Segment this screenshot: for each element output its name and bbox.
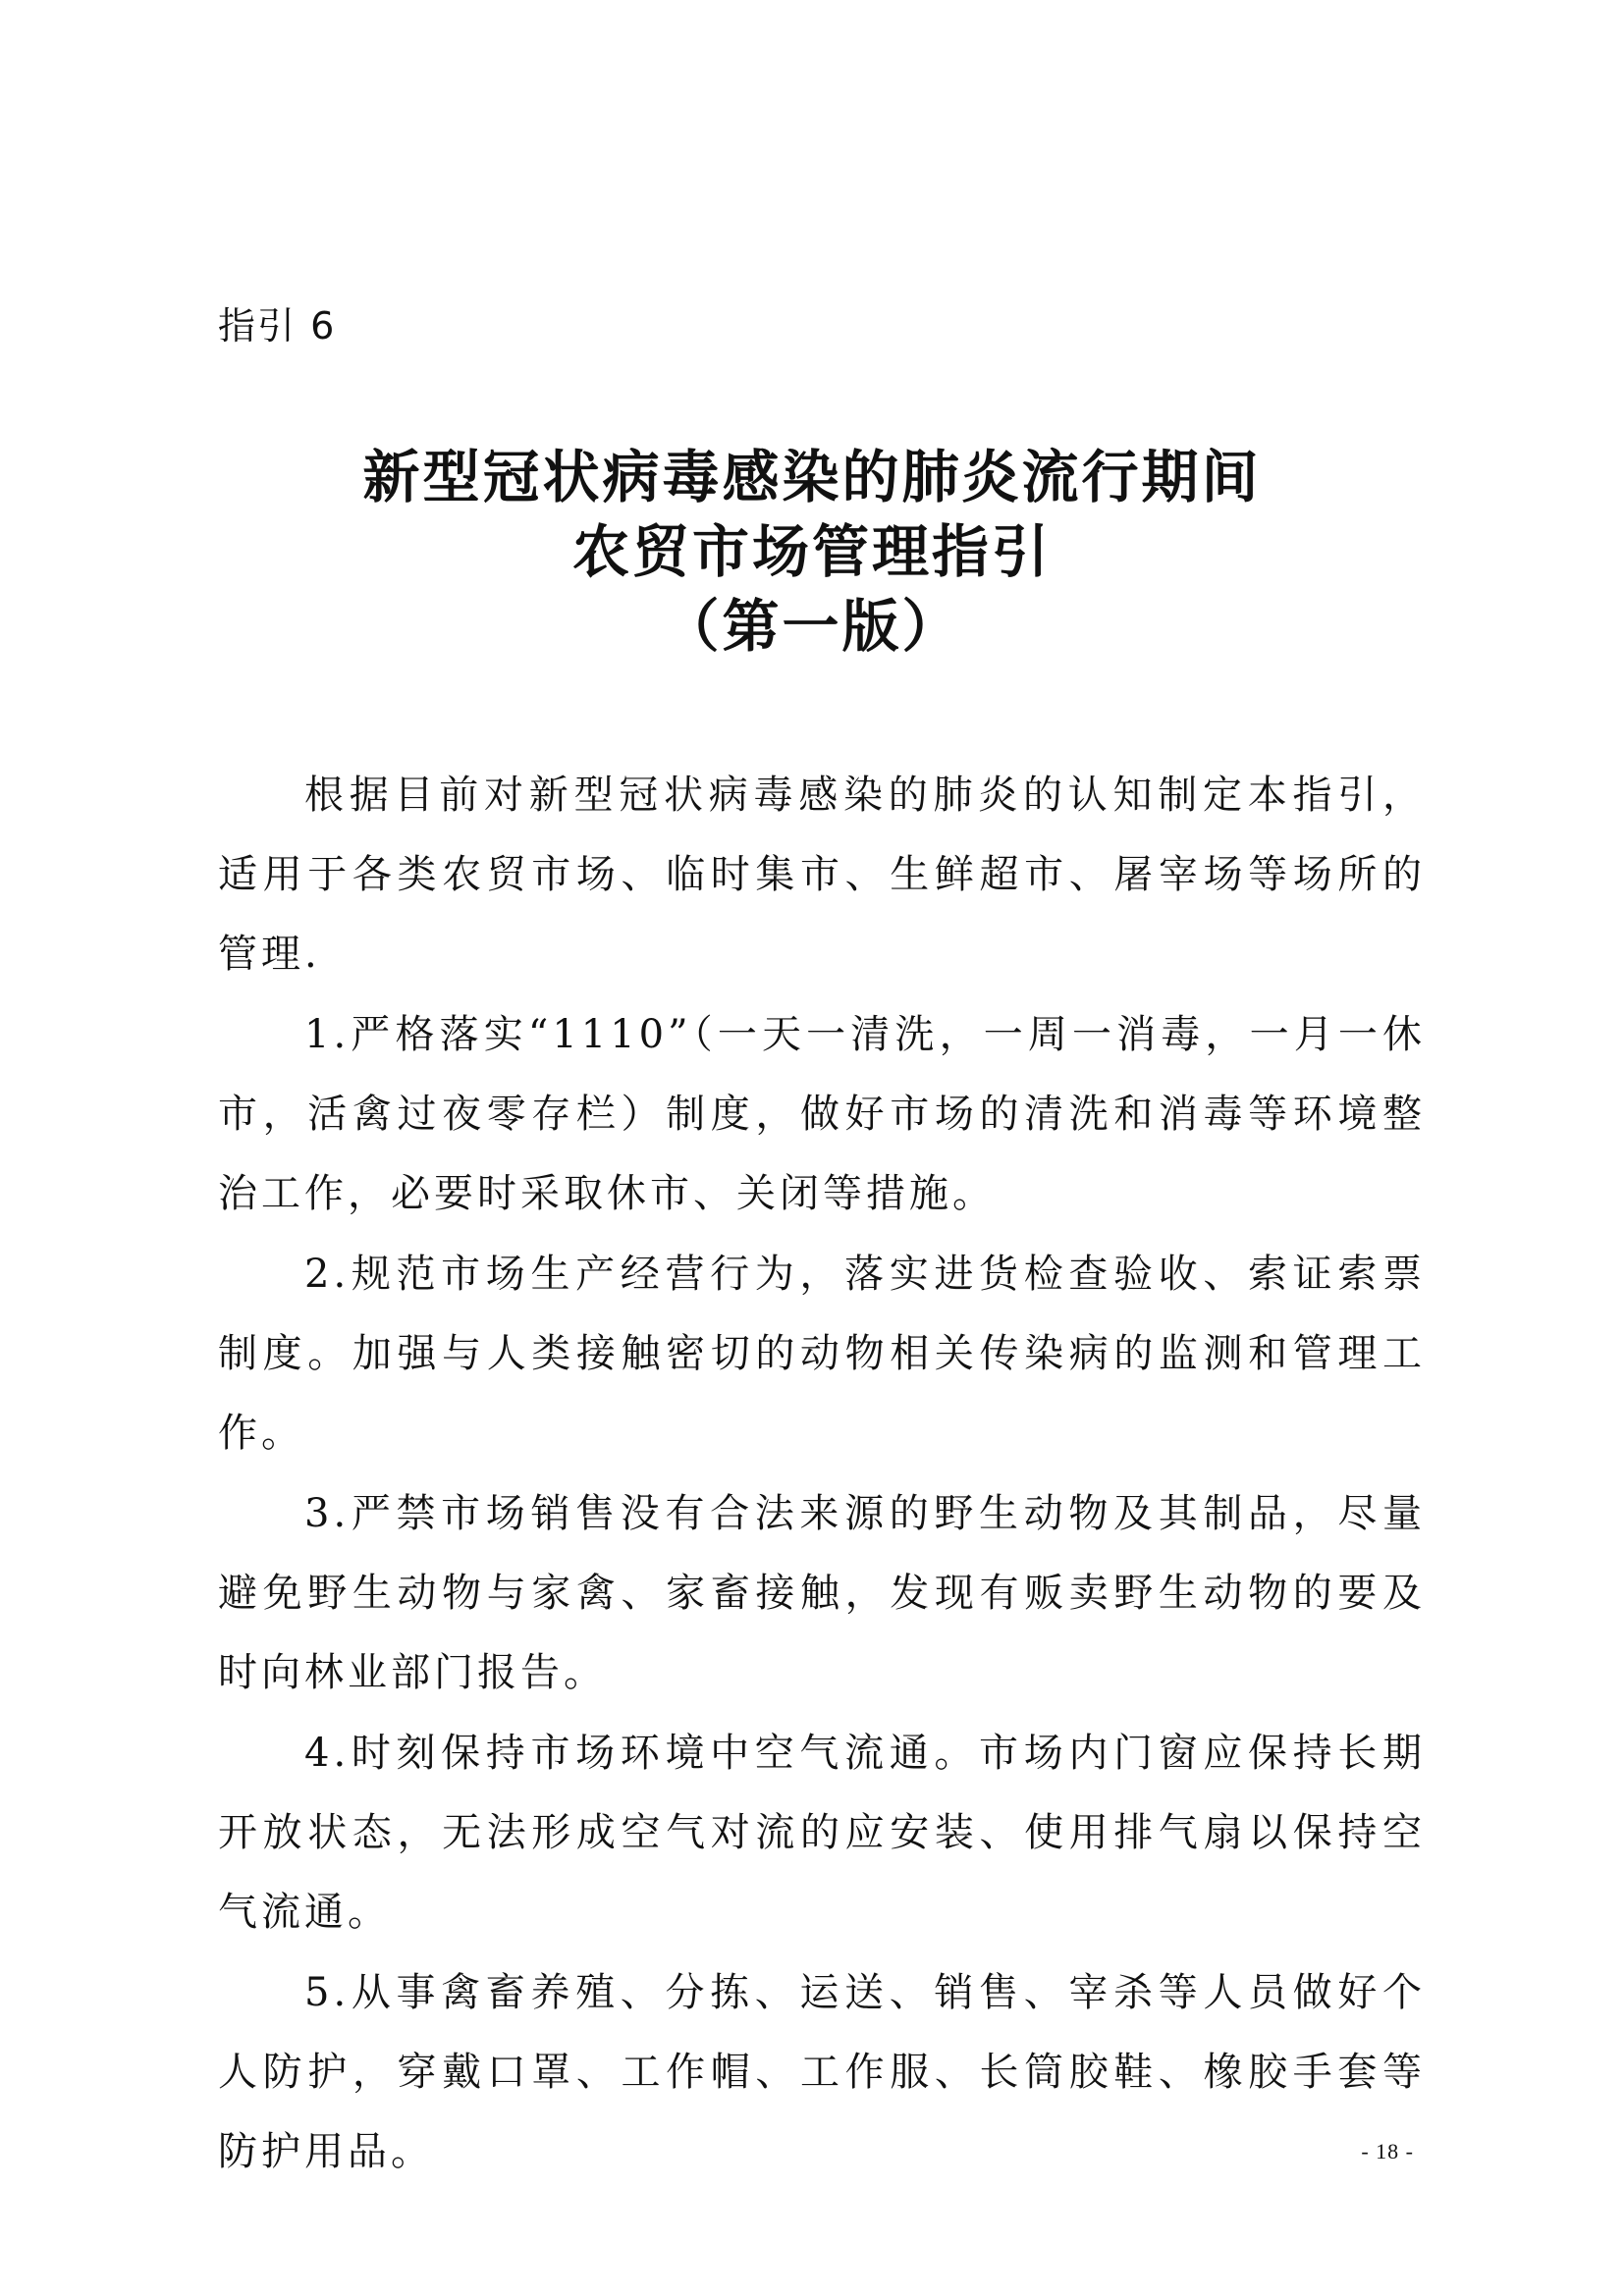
page-number: - 18 - xyxy=(1361,2139,1414,2163)
title-line-1: 新型冠状病毒感染的肺炎流行期间 xyxy=(362,444,1262,510)
paragraph-item-3: 3.严禁市场销售没有合法来源的野生动物及其制品，尽量避免野生动物与家禽、家畜接触，发现有贩卖野生动物的要及时向林业部门报告。 xyxy=(218,1491,1426,1695)
paragraph-item-1: 1.严格落实“1110”（一天一清洗，一周一消毒，一月一休市，活禽过夜零存栏）制度，做好市场的清洗和消毒等环境整治工作，必要时采取休市、关闭等措施。 xyxy=(218,1012,1426,1216)
paragraph-item-2: 2.规范市场生产经营行为，落实进货检查验收、索证索票制度。加强与人类接触密切的动物相关传染病的监测和管理工作。 xyxy=(218,1252,1426,1456)
paragraph-intro: 根据目前对新型冠状病毒感染的肺炎的认知制定本指引，适用于各类农贸市场、临时集市、生鲜超市、屠宰场等场所的管理. xyxy=(218,773,1426,977)
document-title xyxy=(0,440,1624,664)
paragraph-item-5: 5.从事禽畜养殖、分拣、运送、销售、宰杀等人员做好个人防护，穿戴口罩、工作帽、工作服、长筒胶鞋、橡胶手套等防护用品。 xyxy=(218,1970,1426,2174)
title-line-3: （第一版） xyxy=(662,593,962,660)
document-body xyxy=(218,756,1426,2192)
paragraph-item-4: 4.时刻保持市场环境中空气流通。市场内门窗应保持长期开放状态，无法形成空气对流的应安装、使用排气扇以保持空气流通。 xyxy=(218,1731,1426,1935)
title-line-2: 农贸市场管理指引 xyxy=(571,518,1052,585)
guide-label: 指引 6 xyxy=(218,304,337,347)
